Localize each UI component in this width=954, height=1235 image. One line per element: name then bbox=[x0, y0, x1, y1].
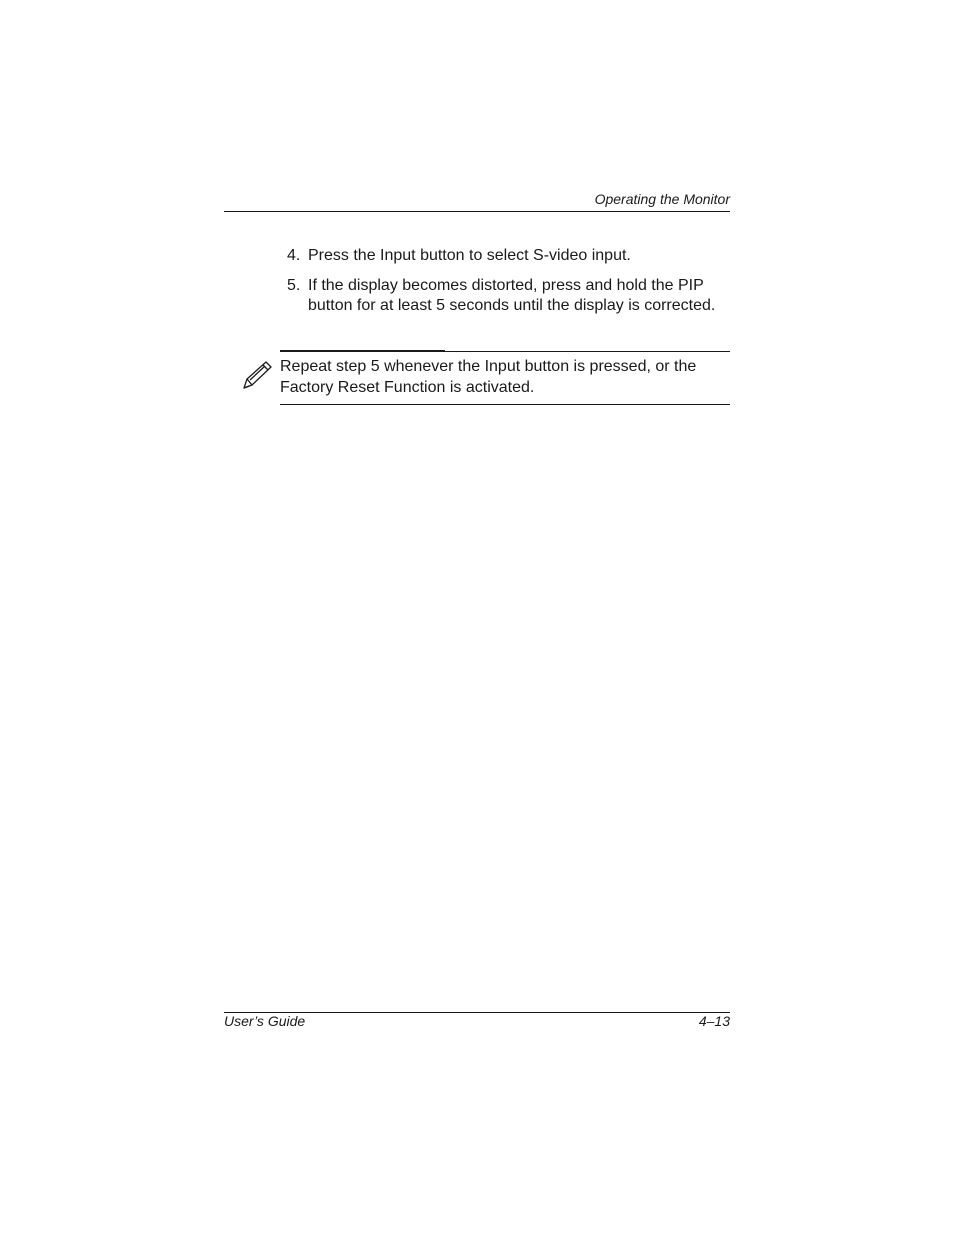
step-number: 5. bbox=[287, 277, 301, 294]
step-number: 4. bbox=[287, 247, 301, 264]
procedure-steps bbox=[287, 246, 727, 326]
step-text: Press the Input button to select S-video input. bbox=[308, 247, 631, 264]
footer-guide-title: User’s Guide bbox=[224, 1013, 306, 1029]
pencil-note-icon bbox=[240, 358, 274, 392]
note-top-rule bbox=[280, 351, 730, 352]
header-divider bbox=[224, 211, 730, 212]
running-header: Operating the Monitor bbox=[594, 191, 730, 207]
note-bottom-rule bbox=[280, 404, 730, 405]
step-item bbox=[287, 276, 727, 316]
note-text: Repeat step 5 whenever the Input button is pressed, or the Factory Reset Function is activated. bbox=[280, 358, 697, 396]
step-text: If the display becomes distorted, press and hold the PIP button for at least 5 seconds until the display is corrected. bbox=[308, 277, 716, 314]
footer-page-number: 4–13 bbox=[698, 1013, 730, 1029]
step-item bbox=[287, 246, 727, 266]
